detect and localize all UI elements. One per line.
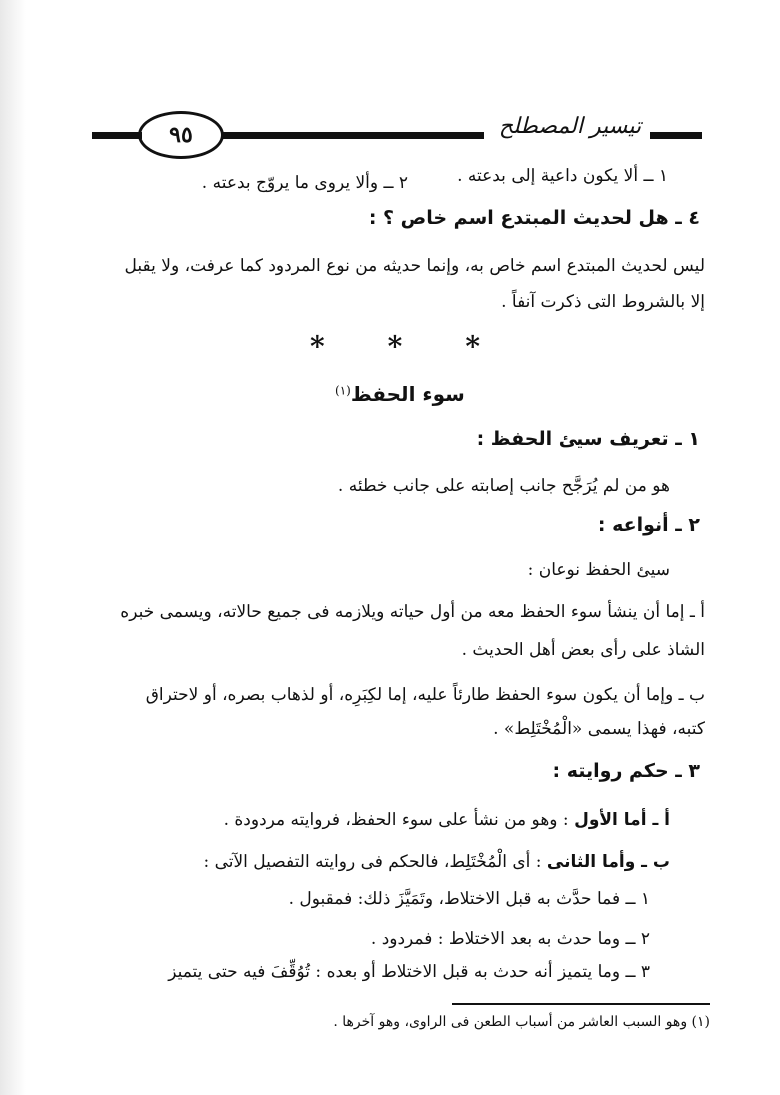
ruling-b-label: ب ـ وأما الثانى <box>546 852 670 872</box>
section-heading-special-name: ٤ ـ هل لحديث المبتدع اسم خاص ؟ : <box>368 207 700 229</box>
ruling-sub-item: ٣ ــ وما يتميز أنه حدث به قبل الاختلاط أو بعده : تُوُقِّفَ فيه حتى يتميز <box>168 962 650 982</box>
ruling-b <box>203 850 670 874</box>
header-rule-left <box>92 132 142 139</box>
ruling-sub-item: ١ ــ فما حدَّث به قبل الاختلاط، وتَمَيَّزَ ذلك: فمقبول . <box>288 889 650 909</box>
topic-title-text: سوء الحفظ <box>350 382 465 406</box>
header-rule-right <box>650 132 702 139</box>
separator-star: * <box>387 330 403 363</box>
section-heading-types: ٢ ـ أنواعه : <box>597 514 700 536</box>
ruling-a <box>224 808 670 832</box>
ruling-a-text: : وهو من نشأ على سوء الحفظ، فروايته مردودة . <box>223 810 569 830</box>
running-title: تيسير المصطلح <box>498 114 642 139</box>
type-a-line: أ ـ إما أن ينشأ سوء الحفظ معه من أول حياته ويلازمه فى جميع حالاته، ويسمى خبره <box>120 602 705 622</box>
separator-star: * <box>465 330 480 363</box>
header-rule-middle <box>222 132 484 139</box>
condition-item-2: ٢ ــ وألا يروى ما يروّج بدعته . <box>201 173 408 193</box>
paragraph-line: ليس لحديث المبتدع اسم خاص به، وإنما حديثه من نوع المردود كما عرفت، ولا يقبل <box>124 256 705 276</box>
ruling-b-text: : أى الْمُخْتَلِط، فالحكم فى روايته التفصيل الآتى : <box>203 852 542 872</box>
separator-star: * <box>310 330 325 363</box>
section-heading-ruling: ٣ ـ حكم روايته : <box>552 760 700 782</box>
condition-item-1: ١ ــ ألا يكون داعية إلى بدعته . <box>457 166 668 186</box>
type-b-line: ب ـ وإما أن يكون سوء الحفظ طارئاً عليه، إما لكِبَرِه، أو لذهاب بصره، أو لاحتراق <box>145 685 705 705</box>
page-number: ٩٥ <box>138 111 224 159</box>
page-edge-shadow <box>0 0 26 1095</box>
type-a-line: الشاذ على رأى بعض أهل الحديث . <box>461 640 705 660</box>
types-intro: سيئ الحفظ نوعان : <box>527 560 670 580</box>
ruling-sub-item: ٢ ــ وما حدث به بعد الاختلاط : فمردود . <box>370 929 650 949</box>
footnote-rule <box>452 1003 710 1005</box>
section-separator-stars <box>310 330 480 363</box>
footnote-text: (١) وهو السبب العاشر من أسباب الطعن فى الراوى، وهو آخرها . <box>333 1014 710 1030</box>
definition-text: هو من لم يُرَجَّح جانب إصابته على جانب خطئه . <box>337 476 670 496</box>
footnote-marker: (١) <box>335 383 351 398</box>
ruling-a-label: أ ـ أما الأول <box>574 810 670 830</box>
section-heading-definition: ١ ـ تعريف سيئ الحفظ : <box>476 428 700 450</box>
type-b-line: كتبه، فهذا يسمى «الْمُخْتَلِط» . <box>493 719 705 739</box>
paragraph-line: إلا بالشروط التى ذكرت آنفاً . <box>501 292 705 312</box>
topic-title <box>335 382 465 406</box>
